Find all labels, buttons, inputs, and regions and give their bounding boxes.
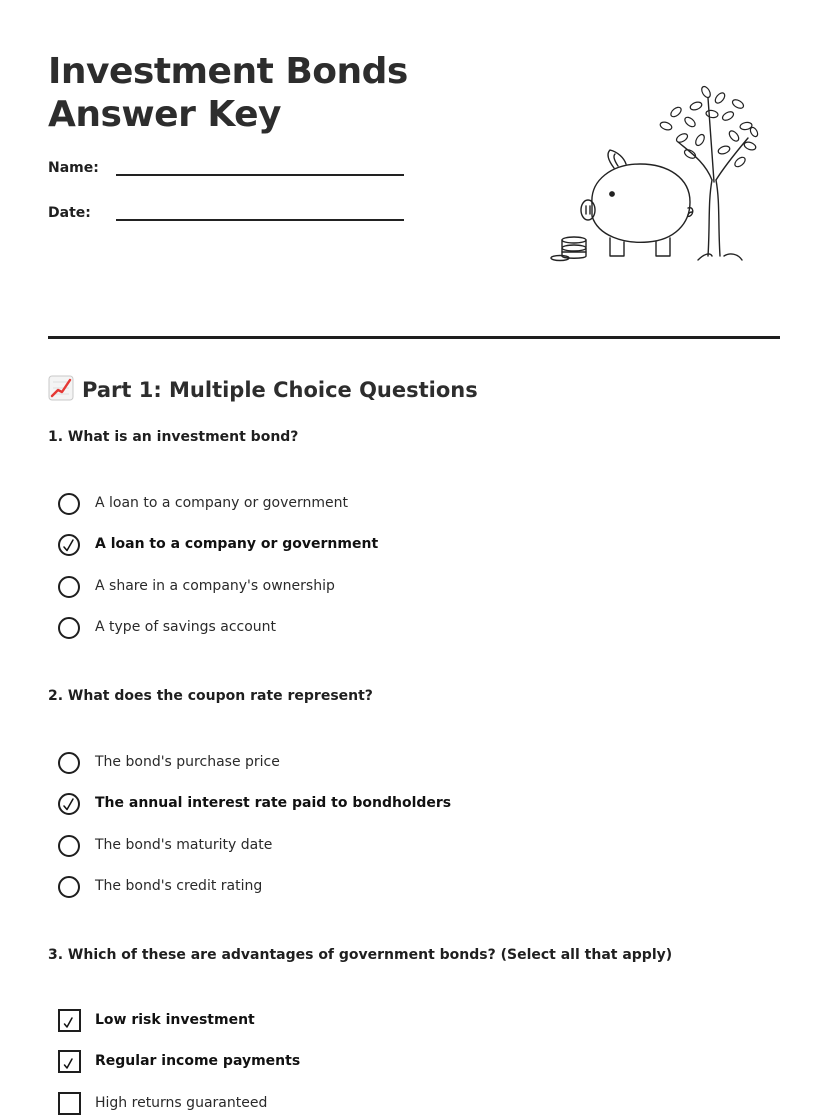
name-field[interactable]: [48, 160, 408, 190]
radio-unchecked-icon[interactable]: [58, 616, 82, 640]
name-line[interactable]: [116, 174, 404, 176]
part1-heading: [48, 375, 478, 402]
option-label: A loan to a company or government: [95, 495, 349, 511]
question-1-prompt: 1. What is an investment bond?: [48, 429, 299, 445]
checkbox-checked-icon[interactable]: [58, 1009, 82, 1033]
option-label: A loan to a company or government: [95, 536, 379, 552]
date-line[interactable]: [116, 219, 404, 221]
radio-unchecked-icon[interactable]: [58, 751, 82, 775]
checkbox-checked-icon[interactable]: [58, 1050, 82, 1074]
option-label: Regular income payments: [95, 1053, 301, 1069]
option-label: High returns guaranteed: [95, 1095, 268, 1111]
radio-checked-icon[interactable]: [58, 533, 82, 557]
question-2-prompt: 2. What does the coupon rate represent?: [48, 688, 373, 704]
page-title: [48, 50, 408, 136]
radio-unchecked-icon[interactable]: [58, 834, 82, 858]
option-label: A type of savings account: [95, 619, 277, 635]
piggy-bank-illustration: [540, 84, 770, 266]
chart-increasing-icon: [48, 375, 74, 401]
option-label: Low risk investment: [95, 1012, 255, 1028]
option-label: The bond's credit rating: [95, 878, 263, 894]
section-divider: [48, 336, 780, 339]
option-label: The bond's purchase price: [95, 754, 280, 770]
date-label: Date:: [48, 205, 91, 221]
option-label: A share in a company's ownership: [95, 578, 335, 594]
title-line-1: Investment Bonds: [48, 51, 408, 92]
question-3-prompt: 3. Which of these are advantages of government bonds? (Select all that apply): [48, 947, 673, 963]
checkbox-unchecked-icon[interactable]: [58, 1092, 82, 1116]
radio-unchecked-icon[interactable]: [58, 575, 82, 599]
name-label: Name:: [48, 160, 99, 176]
radio-unchecked-icon[interactable]: [58, 492, 82, 516]
part1-title: Part 1: Multiple Choice Questions: [82, 378, 478, 402]
radio-checked-icon[interactable]: [58, 792, 82, 816]
radio-unchecked-icon[interactable]: [58, 875, 82, 899]
option-label: The annual interest rate paid to bondholders: [95, 795, 452, 811]
title-line-2: Answer Key: [48, 94, 282, 135]
option-label: The bond's maturity date: [95, 837, 273, 853]
date-field[interactable]: [48, 205, 408, 235]
